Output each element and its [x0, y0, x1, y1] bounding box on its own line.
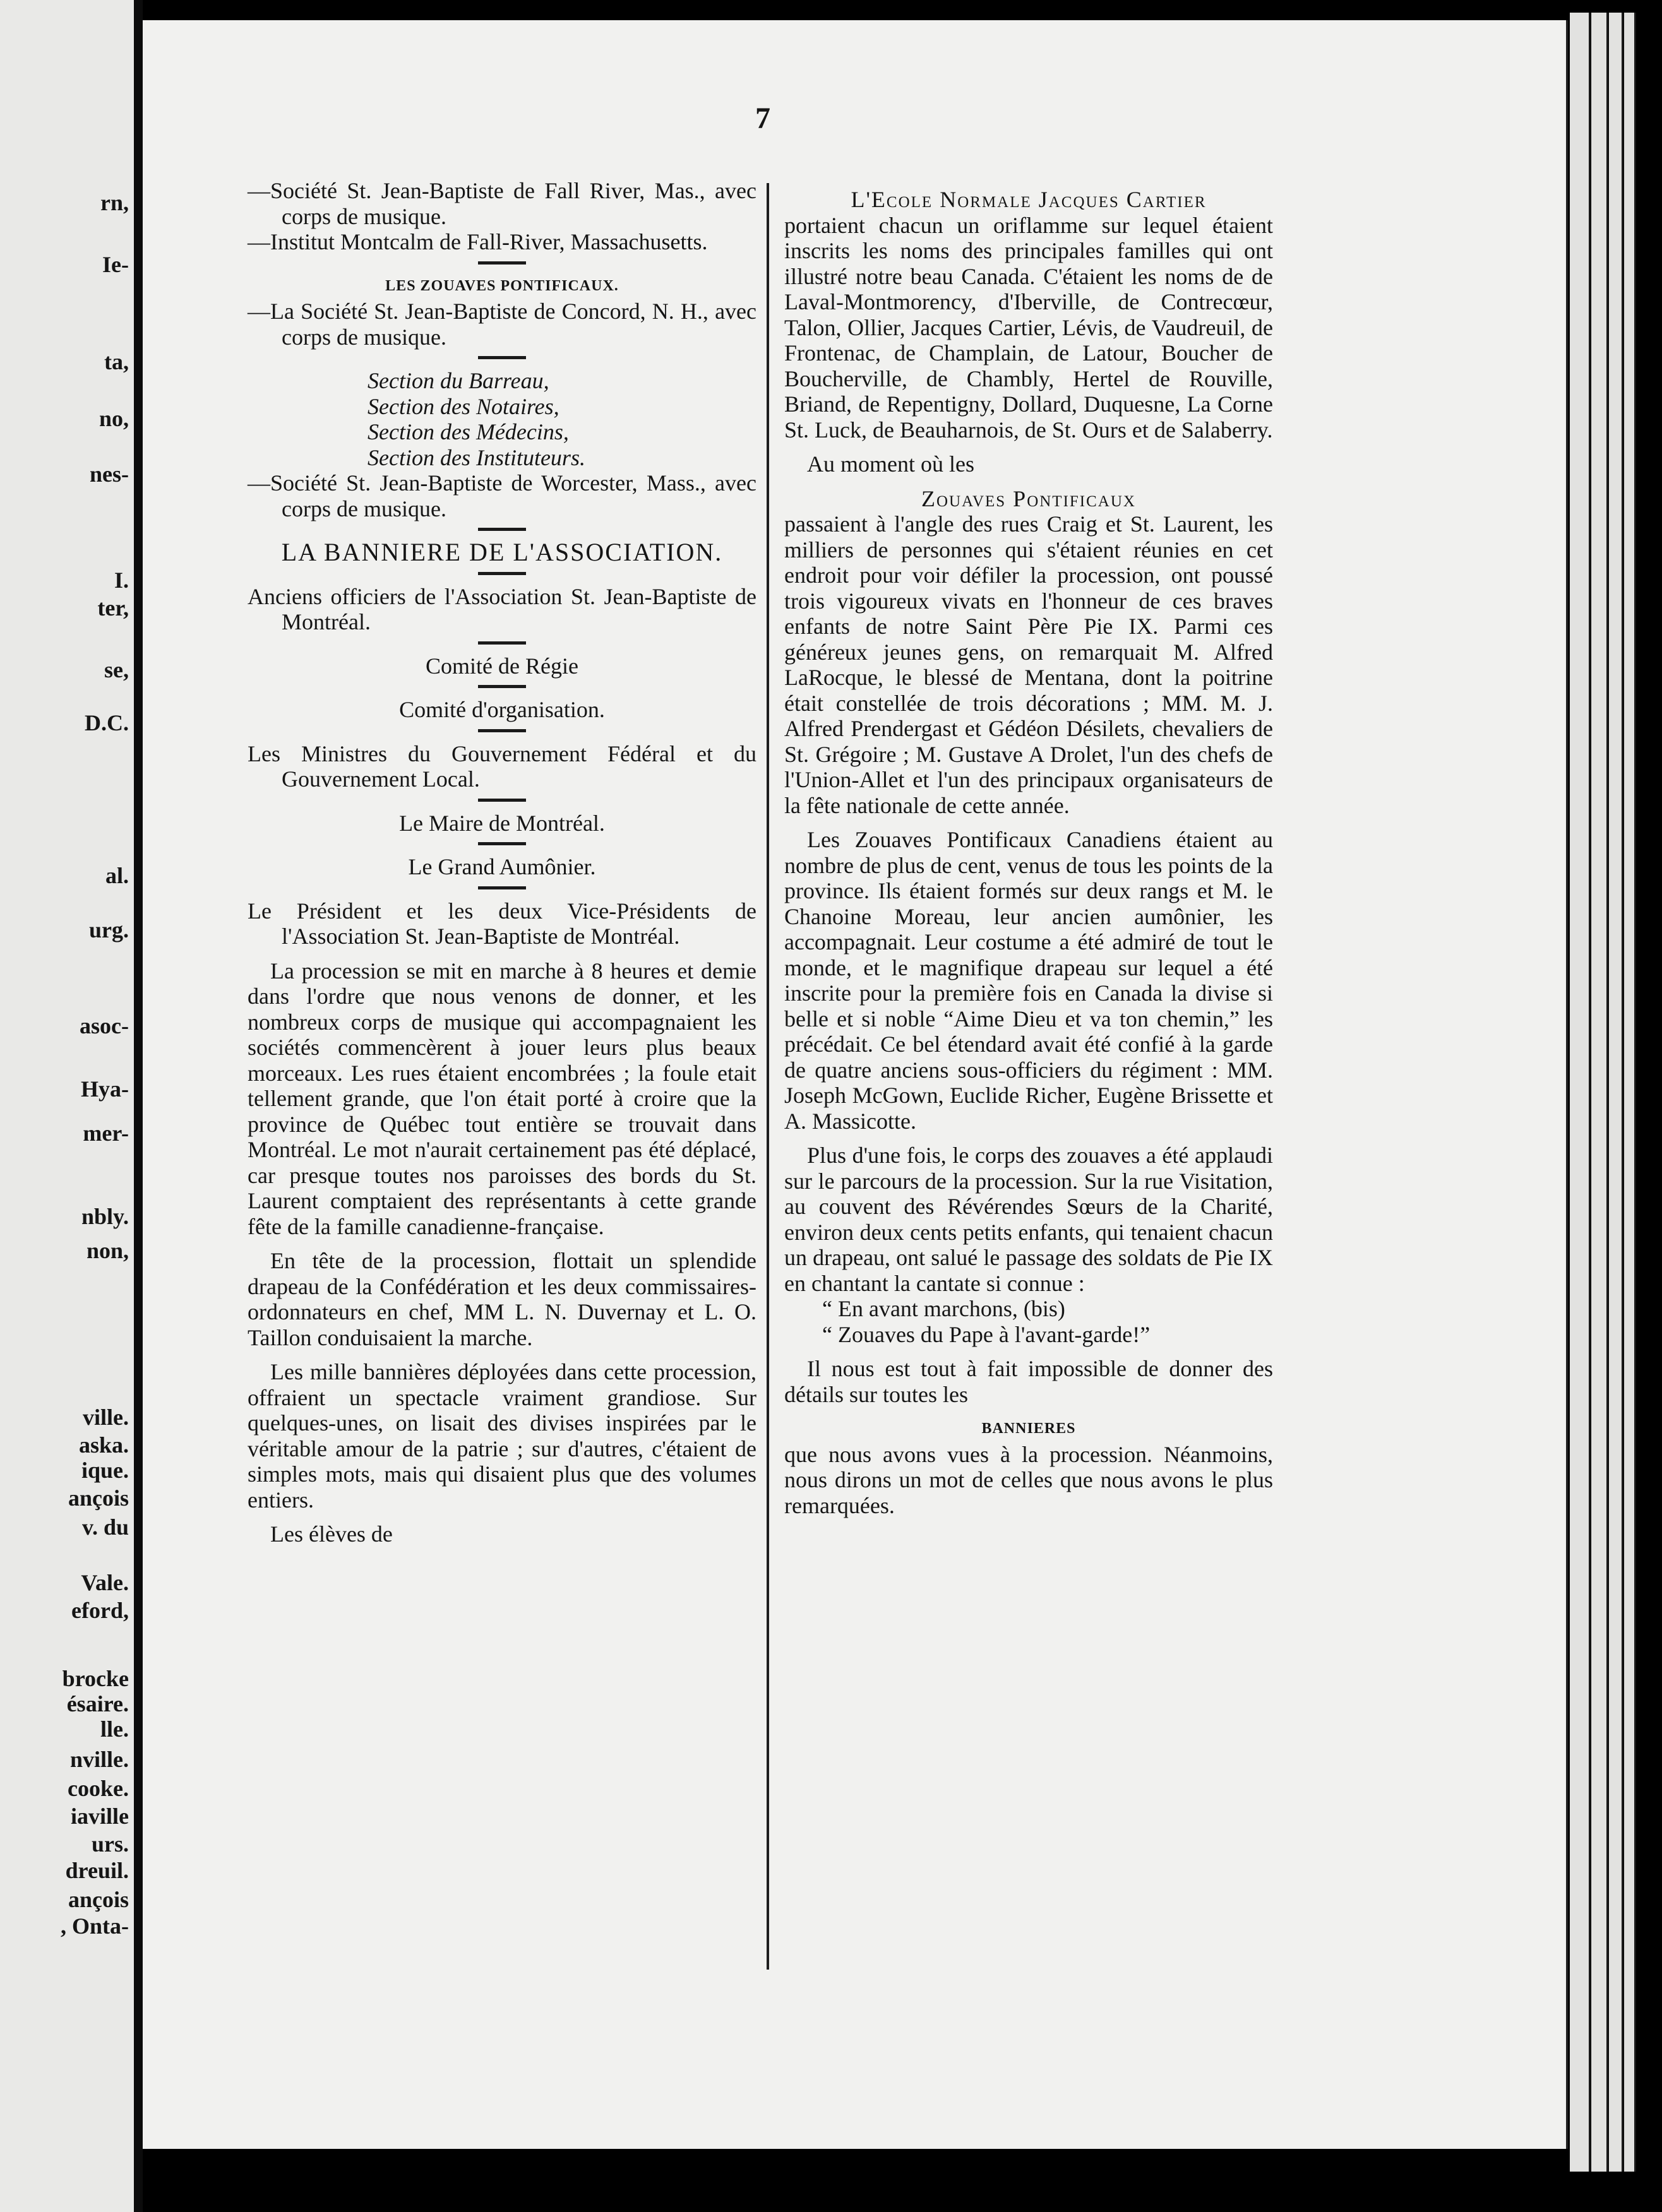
- margin-fragment: ique.: [81, 1458, 129, 1483]
- margin-fragment: lle.: [100, 1716, 129, 1742]
- procession-entry: Anciens officiers de l'Association St. Jean-Baptiste de Montréal.: [248, 583, 756, 634]
- section-heading-large: LA BANNIERE DE L'ASSOCIATION.: [281, 538, 723, 566]
- body-paragraph: Les Zouaves Pontificaux Canadiens étaient au nombre de plus de cent, venus de tous les points de la province. Ils étaient formés sur deux rangs et M. le Chanoine Moreau, leur ancien aumônier, les accompagnait. Leur costume a été admiré de tout le monde, et le magnifique drapeau sur lequel a été inscrite pour la première fois en Canada la divise si belle et si noble “Aime Dieu et va ton chemin,” les précédait. Ce bel étendard avait été confié à la garde de quatre anciens sous-officiers du régiment : MM. Joseph McGown, Euclide Richer, Eugène Brissette et A. Massicotte.: [784, 827, 1273, 1134]
- procession-entry: Les Ministres du Gouvernement Fédéral et du Gouvernement Local.: [248, 740, 756, 792]
- body-paragraph: portaient chacun un oriflamme sur lequel étaient inscrits les noms des principales familles qui ont illustré notre beau Canada. C'étaient les noms de de Laval-Montmorency, d'Iberville, de Contrecœur, Talon, Ollier, Jacques Cartier, Lévis, de Vaudreuil, de Frontenac, de Champlain, de Latour, Boucher de Boucherville, de Chambly, Hertel de Rouville, Briand, de Repentigny, Dollard, Duquesne, La Corne St. Luck, de Beauharnois, de St. Ours et de Salaberry.: [784, 212, 1273, 443]
- body-paragraph: Les mille bannières déployées dans cette procession, offraient un spectacle vraiment grandiose. Sur quelques-unes, on lisait des divises inspirées par le véritable amour de la patrie ; sur d'autres, c'étaient de simples mots, mais qui disaient plus que des volumes entiers.: [248, 1359, 756, 1513]
- procession-entry: —Société St. Jean-Baptiste de Fall River, Mas., avec corps de musique.: [248, 178, 756, 229]
- margin-fragment: ter,: [97, 595, 129, 621]
- margin-fragment: , Onta-: [61, 1913, 129, 1939]
- margin-fragment: mer-: [83, 1121, 129, 1146]
- page-edge-2: [1591, 13, 1608, 2172]
- margin-fragment: ançois: [68, 1485, 129, 1511]
- section-heading: LES ZOUAVES PONTIFICAUX.: [385, 277, 619, 294]
- column-right: [784, 178, 1273, 1518]
- separator-rule: [478, 799, 526, 802]
- separator-rule: [478, 356, 526, 359]
- margin-fragment: nville.: [69, 1747, 129, 1772]
- procession-entry: Le Maire de Montréal.: [399, 810, 605, 836]
- body-paragraph: Il nous est tout à fait impossible de donner des détails sur toutes les: [784, 1356, 1273, 1407]
- separator-rule: [478, 842, 526, 845]
- separator-rule: [478, 572, 526, 575]
- margin-fragment: Vale.: [81, 1570, 129, 1595]
- body-paragraph: La procession se mit en marche à 8 heures et demie dans l'ordre que nous venons de donner, et les nombreux corps de musique qui accompagnaient les sociétés commencèrent à jouer leurs plus beaux morceaux. Les rues étaient encombrées ; la foule etait tellement grande, que l'on était porté à croire que la province de Québec tout entière se trouvait dans Montréal. Le mot n'aurait certainement pas été déplacé, car presque toutes nos paroisses des bords du St. Laurent comptaient des représentants à cette grande fête de la famille canadienne-française.: [248, 958, 756, 1239]
- margin-fragment: nbly.: [81, 1204, 129, 1229]
- column-left: [248, 178, 756, 1547]
- separator-rule: [478, 641, 526, 645]
- procession-entry: —La Société St. Jean-Baptiste de Concord, N. H., avec corps de musique.: [248, 299, 756, 350]
- margin-fragment: asoc-: [80, 1013, 129, 1038]
- separator-rule: [478, 729, 526, 732]
- margin-fragment: iaville: [71, 1804, 129, 1829]
- margin-fragment: ta,: [104, 349, 129, 374]
- margin-fragment: D.C.: [85, 710, 129, 735]
- body-paragraph: que nous avons vues à la procession. Néanmoins, nous dirons un mot de celles que nous avons le plus remarquées.: [784, 1441, 1273, 1518]
- margin-fragment: no,: [99, 406, 129, 431]
- margin-fragment: Ie-: [102, 252, 129, 277]
- margin-fragment: brocke: [62, 1666, 129, 1691]
- margin-fragment: urg.: [89, 917, 129, 942]
- margin-fragment: cooke.: [68, 1776, 129, 1801]
- left-page-margin-strip: [0, 0, 138, 2212]
- section-item: Section du Barreau,: [368, 368, 549, 393]
- margin-fragment: rn,: [100, 190, 129, 215]
- margin-fragment: I.: [114, 568, 129, 593]
- page-edge-1: [1570, 13, 1591, 2172]
- margin-fragment: nes-: [90, 461, 129, 487]
- section-heading: BANNIERES: [981, 1420, 1076, 1437]
- page-number: 7: [755, 102, 770, 135]
- section-item: Section des Instituteurs.: [368, 444, 585, 470]
- margin-fragment: Hya-: [81, 1076, 129, 1102]
- body-paragraph: passaient à l'angle des rues Craig et St. Laurent, les milliers de personnes qui s'étaient réunies en cet endroit pour voir défiler la procession, ont poussé trois vigoureux vivats en l'honneur de ces braves enfants de notre Saint Père Pie IX. Parmi ces généreux jeunes gens, on remarquait M. Alfred LaRocque, le blessé de Mentana, dont la poitrine était constellée de trois décorations ; MM. M. J. Alfred Prendergast et Gédéon Désilets, chevaliers de St. Grégoire ; M. Gustave A Drolet, l'un des chefs de l'Union-Allet et l'un des principaux organisateurs de la fête nationale de cette année.: [784, 511, 1273, 818]
- separator-rule: [478, 261, 526, 265]
- page-edge-3: [1609, 13, 1623, 2172]
- margin-fragment: eford,: [71, 1598, 129, 1623]
- separator-rule: [478, 528, 526, 531]
- quoted-verse: “ Zouaves du Pape à l'avant-garde!”: [822, 1321, 1151, 1347]
- margin-fragment: v. du: [81, 1514, 129, 1540]
- quoted-verse: “ En avant marchons, (bis): [822, 1296, 1065, 1321]
- section-heading: Zouaves Pontificaux: [921, 485, 1136, 511]
- procession-entry: Comité de Régie: [426, 653, 578, 679]
- section-item: Section des Notaires,: [368, 393, 559, 419]
- procession-entry: Comité d'organisation.: [399, 697, 605, 722]
- column-divider: [767, 183, 769, 1970]
- separator-rule: [478, 886, 526, 889]
- margin-fragment: non,: [86, 1238, 129, 1263]
- body-paragraph: Plus d'une fois, le corps des zouaves a été applaudi sur le parcours de la procession. Sur la rue Visitation, au couvent des Révérendes Sœurs de la Charité, environ deux cents petits enfants, qui tenaient chacun un drapeau, ont salué le passage des soldats de Pie IX en chantant la cantate si connue :: [784, 1143, 1273, 1296]
- procession-entry: Le Grand Aumônier.: [408, 854, 596, 879]
- procession-entry: —Société St. Jean-Baptiste de Worcester, Mass., avec corps de musique.: [248, 470, 756, 521]
- body-paragraph: Au moment où les: [807, 451, 974, 477]
- procession-entry: Le Président et les deux Vice-Présidents de l'Association St. Jean-Baptiste de Montréal.: [248, 898, 756, 949]
- body-paragraph: Les élèves de: [270, 1521, 393, 1547]
- section-heading: L'Ecole Normale Jacques Cartier: [851, 187, 1207, 212]
- margin-fragment: ançois: [68, 1887, 129, 1912]
- margin-fragment: ésaire.: [66, 1691, 129, 1716]
- gutter-shadow: [134, 0, 143, 2212]
- margin-fragment: al.: [105, 863, 129, 888]
- procession-entry: —Institut Montcalm de Fall-River, Massachusetts.: [248, 229, 708, 254]
- margin-fragment: aska.: [78, 1432, 129, 1458]
- margin-fragment: urs.: [91, 1831, 129, 1857]
- page-edge-4: [1624, 13, 1636, 2172]
- margin-fragment: se,: [104, 657, 129, 682]
- margin-fragment: dreuil.: [65, 1858, 129, 1883]
- separator-rule: [478, 685, 526, 688]
- margin-fragment: ville.: [83, 1405, 129, 1430]
- body-paragraph: En tête de la procession, flottait un splendide drapeau de la Confédération et les deux commissaires-ordonnateurs en chef, MM L. N. Duvernay et L. O. Taillon conduisaient la marche.: [248, 1248, 756, 1350]
- section-item: Section des Médecins,: [368, 419, 569, 444]
